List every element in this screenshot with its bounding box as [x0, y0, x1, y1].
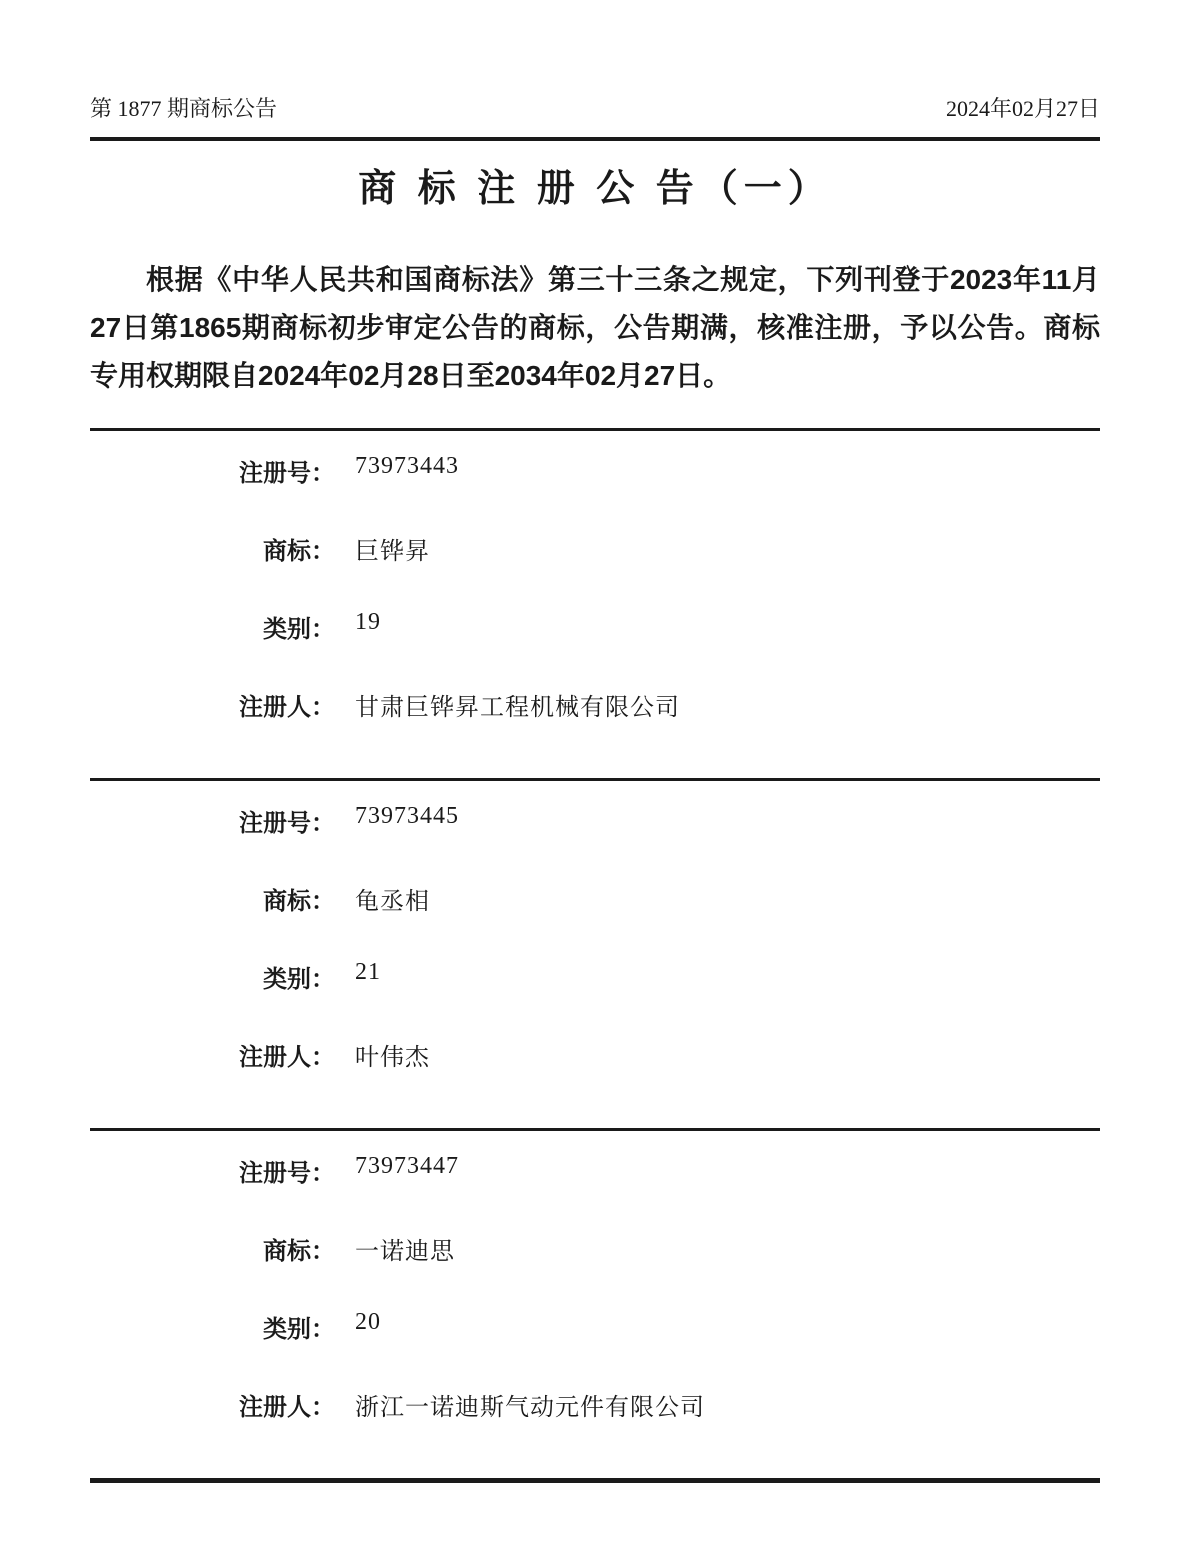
entry-section — [90, 778, 1100, 1128]
entry-section — [90, 1128, 1100, 1478]
field-row-registrant — [90, 1037, 1100, 1115]
field-value-reg-no: 73973447 — [355, 1153, 459, 1179]
field-row-mark — [90, 531, 1100, 609]
field-row-class — [90, 609, 1100, 687]
entry-section — [90, 428, 1100, 778]
field-label-registrant: 注册人： — [239, 1394, 335, 1421]
field-value-reg-no: 73973445 — [355, 803, 459, 829]
entry-list — [90, 428, 1100, 1483]
field-value-mark: 一诺迪思 — [355, 1239, 455, 1265]
intro-paragraph: 根据《中华人民共和国商标法》第三十三条之规定，下列刊登于2023年11月27日第1865期商标初步审定公告的商标，公告期满，核准注册，予以公告。商标专用权期限自2024年02月28日至2034年02月27日。 — [90, 264, 1100, 391]
field-value-registrant: 甘肃巨铧昇工程机械有限公司 — [355, 695, 680, 721]
field-row-class — [90, 959, 1100, 1037]
field-label-mark: 商标： — [263, 888, 335, 915]
field-row-class — [90, 1309, 1100, 1387]
gazette-issue: 第 1877 期商标公告 — [90, 96, 278, 121]
field-label-class: 类别： — [263, 1316, 335, 1343]
field-row-reg-no — [90, 1153, 1100, 1231]
gazette-date: 2024年02月27日 — [945, 96, 1100, 121]
field-row-mark — [90, 881, 1100, 959]
field-value-mark: 巨铧昇 — [355, 539, 430, 565]
field-label-mark: 商标： — [263, 1238, 335, 1265]
field-value-registrant: 浙江一诺迪斯气动元件有限公司 — [355, 1395, 705, 1421]
field-label-reg-no: 注册号： — [239, 460, 335, 487]
closing-rule — [90, 1478, 1100, 1483]
field-label-reg-no: 注册号： — [239, 1160, 335, 1187]
field-value-class: 19 — [355, 609, 381, 635]
field-value-mark: 龟丞相 — [355, 889, 430, 915]
field-row-registrant — [90, 687, 1100, 765]
field-row-reg-no — [90, 453, 1100, 531]
field-label-registrant: 注册人： — [239, 1044, 335, 1071]
field-label-mark: 商标： — [263, 538, 335, 565]
field-value-reg-no: 73973443 — [355, 453, 459, 479]
field-row-registrant — [90, 1387, 1100, 1465]
field-label-reg-no: 注册号： — [239, 810, 335, 837]
running-header — [90, 92, 1100, 141]
field-value-registrant: 叶伟杰 — [355, 1045, 430, 1071]
field-label-class: 类别： — [263, 966, 335, 993]
field-label-registrant: 注册人： — [239, 694, 335, 721]
field-value-class: 20 — [355, 1309, 381, 1335]
field-value-class: 21 — [355, 959, 381, 985]
field-label-class: 类别： — [263, 616, 335, 643]
page-title: 商 标 注 册 公 告（一） — [358, 168, 832, 210]
field-row-mark — [90, 1231, 1100, 1309]
field-row-reg-no — [90, 803, 1100, 881]
